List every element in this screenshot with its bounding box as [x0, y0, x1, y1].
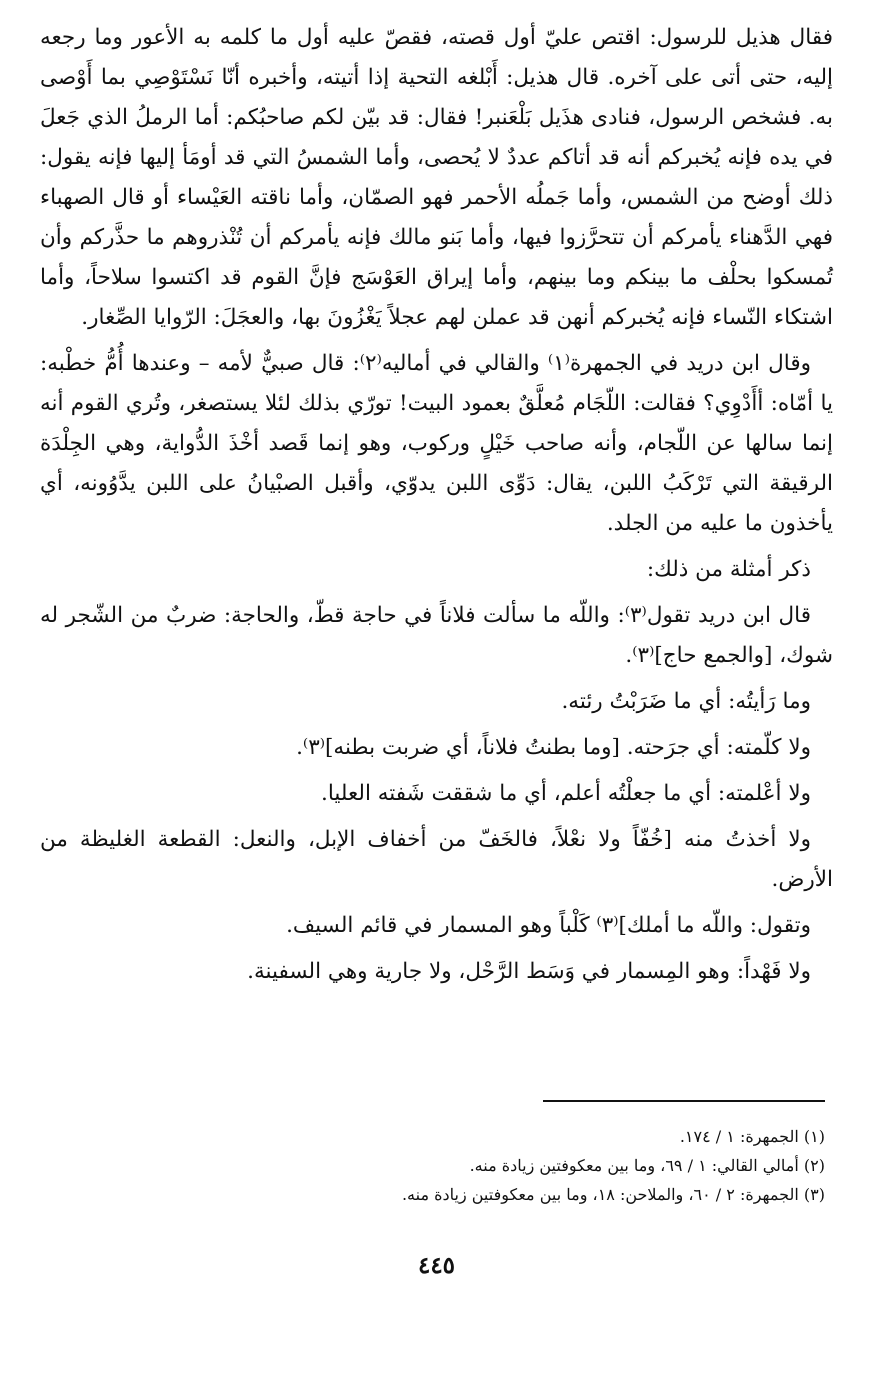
footnote-3: (٣) الجمهرة: ٢ / ٦٠، والملاحن: ١٨، وما بين معكوفتين زيادة منه.: [401, 1185, 825, 1204]
paragraph-example-alamtuhu: ولا أعْلمته: أي ما جعلْتُه أعلم، أي ما شققت شَفته العليا.: [321, 781, 811, 806]
paragraph-example-fahd: ولا فَهْداً: وهو المِسمار في وَسَط الرَّحْل، ولا جارية وهي السفينة.: [247, 959, 811, 984]
page-body: [40, 18, 833, 998]
paragraph-example-kalb: وتقول: واللّه ما أملك]⁽٣⁾ كَلْباً وهو المسمار في قائم السيف.: [286, 913, 811, 938]
paragraph-ibn-durayd-qali: وقال ابن دريد في الجمهرة⁽١⁾ والقالي في أماليه⁽٢⁾: قال صبيٌّ لأمه – وعندها أُمُّ خطْبه: يا أمّاه: أأَدْوِي؟ فقالت: اللّجَام مُعلَّقٌ بعمود البيت! تورّي بذلك لئلا يستصغر، وتُري القوم أنه إنما سالها عن اللّجام، وأنه صاحب خَيْلٍ وركوب، وهو إنما قَصد أخْذَ الدُّواية، وهي الجِلْدَة الرقيقة التي تَرْكَبُ اللبن، يقال: دَوِّى اللبن يدوّي، وأقبل الصبْيانُ على اللبن يدَّوُونه، أي يأخذون ما عليه من الجلد.: [40, 351, 833, 536]
paragraph-example-raaytuhu: وما رَأيتُه: أي ما ضَرَبْتُ رئته.: [561, 689, 811, 714]
footnote-2: (٢) أمالي القالي: ١ / ٦٩، وما بين معكوفتين زيادة منه.: [469, 1156, 825, 1175]
footnote-1: (١) الجمهرة: ١ / ١٧٤.: [679, 1127, 825, 1146]
paragraph-examples-heading: ذكر أمثلة من ذلك:: [646, 557, 811, 582]
paragraph-example-kallamtuhu: ولا كلّمته: أي جرَحته. [وما بطنتُ فلاناً، أي ضربت بطنه]⁽٣⁾.: [296, 735, 811, 760]
paragraph-example-khuff-naal: ولا أخذتُ منه [خُفّاً ولا نعْلاً، فالخَفّ من أخفاف الإبل، والنعل: القطعة الغليظة من الأرض.: [40, 827, 833, 892]
page-number: ٤٤٥: [417, 1252, 456, 1279]
paragraph-hudhayl-message: فقال هذيل للرسول: اقتص عليّ أول قصته، فقصّ عليه أول ما كلمه به الأعور وما رجعه إليه، حتى أتى على آخره. قال هذيل: أَبْلغه التحية إذا أتيته، وأخبره أنّا نَسْتَوْصِي بما أَوْصى به. فشخص الرسول، فنادى هذَيل بَلْعَنبر! فقال: قد بيّن لكم صاحبُكم: أما الرملُ الذي جَعلَ في يده فإنه يُخبركم أنه قد أتاكم عددٌ لا يُحصى، وأما الشمسُ التي قد أومَأ إليها فإنه يقول: ذلك أوضح من الشمس، وأما جَملُه الأحمر فهو الصمّان، وأما ناقته العَيْساء أو قال الصهباء فهي الدَّهناء يأمركم أن تتحرَّزوا فيها، وأما بَنو مالك فإنه يأمركم أن تُنْذروهم ما حذَّركم وأن تُمسكوا بحلْف ما بينكم وما بينهم، وأما إيراق العَوْسَج فإنَّ القوم قد اكتسوا سلاحاً، وأما اشتكاء النّساء فإنه يُخبركم أنهن قد عملن لهم عجلاً يَغْزُونَ بها، والعجَلَ: الرّوايا الصِّغار.: [40, 25, 833, 330]
footnote-divider: [543, 1100, 825, 1102]
footnotes: [60, 1122, 825, 1209]
paragraph-example-haja: قال ابن دريد تقول⁽٣⁾: واللّه ما سألت فلاناً في حاجة قطّ، والحاجة: ضربٌ من الشّجر له شوك، [والجمع حاج]⁽٣⁾.: [40, 603, 833, 668]
